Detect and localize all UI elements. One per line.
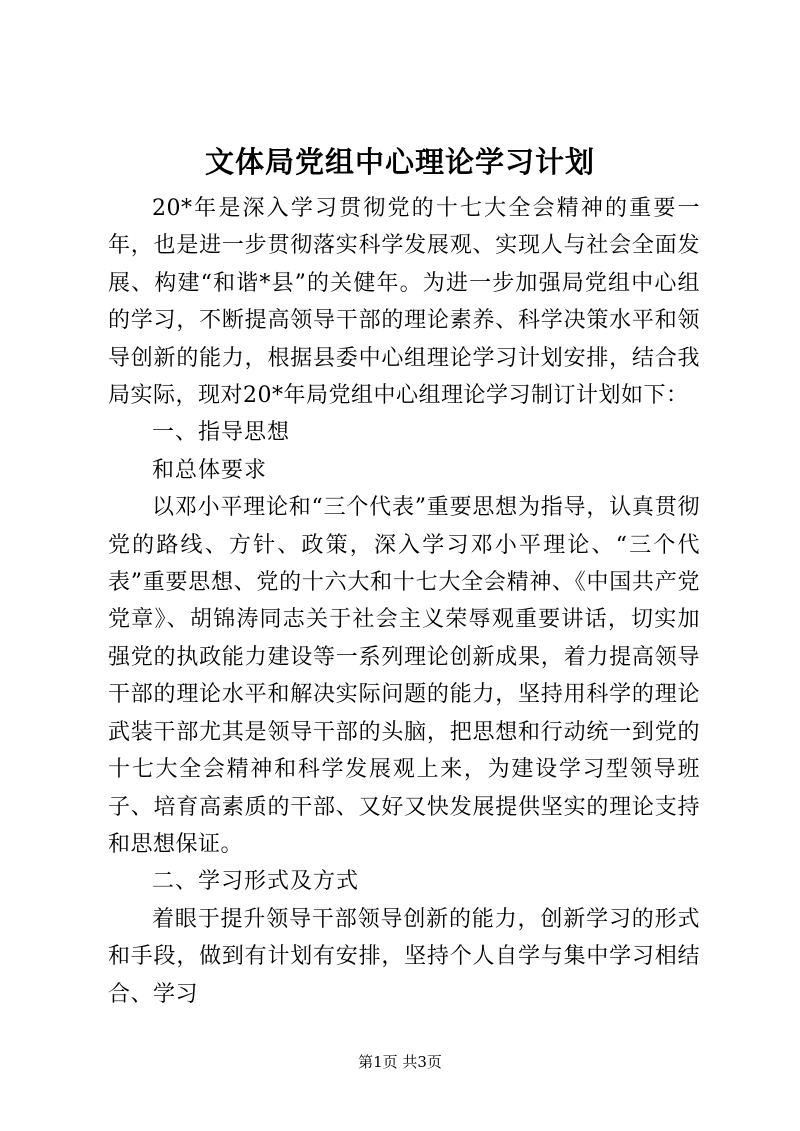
document-title: 文体局党组中心理论学习计划 [204, 145, 595, 179]
page-footer: 第1页 共3页 [358, 1053, 442, 1071]
section-heading-guiding-thought: 一、指导思想 [152, 420, 291, 446]
guiding-thought-paragraph: 以邓小平理论和“三个代表”重要思想为指导，认真贯彻党的路线、方针、政策，深入学习邓小平理论、“三个代表”重要思想、党的十六大和十七大全会精神、《中国共产党党章》、胡锦涛同志关于社会主义荣辱观重要讲话，切实加强党的执政能力建设等一系列理论创新成果，着力提高领导干部的理论水平和解决实际问题的能力，坚持用科学的理论武装干部尤其是领导干部的头脑，把思想和行动统一到党的十七大全会精神和科学发展观上来，为建设学习型领导班子、培育高素质的干部、又好又快发展提供坚实的理论支持和思想保证。 [108, 495, 700, 857]
section-heading-overall-requirements: 和总体要求 [152, 457, 268, 483]
document-body [108, 190, 700, 1013]
study-form-paragraph: 着眼于提升领导干部领导创新的能力，创新学习的形式和手段，做到有计划有安排，坚持个人自学与集中学习相结合、学习 [108, 906, 700, 1007]
section-heading-study-form: 二、学习形式及方式 [152, 869, 360, 895]
intro-paragraph: 20*年是深入学习贯彻党的十七大全会精神的重要一年，也是进一步贯彻落实科学发展观、实现人与社会全面发展、构建“和谐*县”的关健年。为进一步加强局党组中心组的学习，不断提高领导干部的理论素养、科学决策水平和领导创新的能力，根据县委中心组理论学习计划安排，结合我局实际，现对20*年局党组中心组理论学习制订计划如下： [108, 196, 700, 409]
